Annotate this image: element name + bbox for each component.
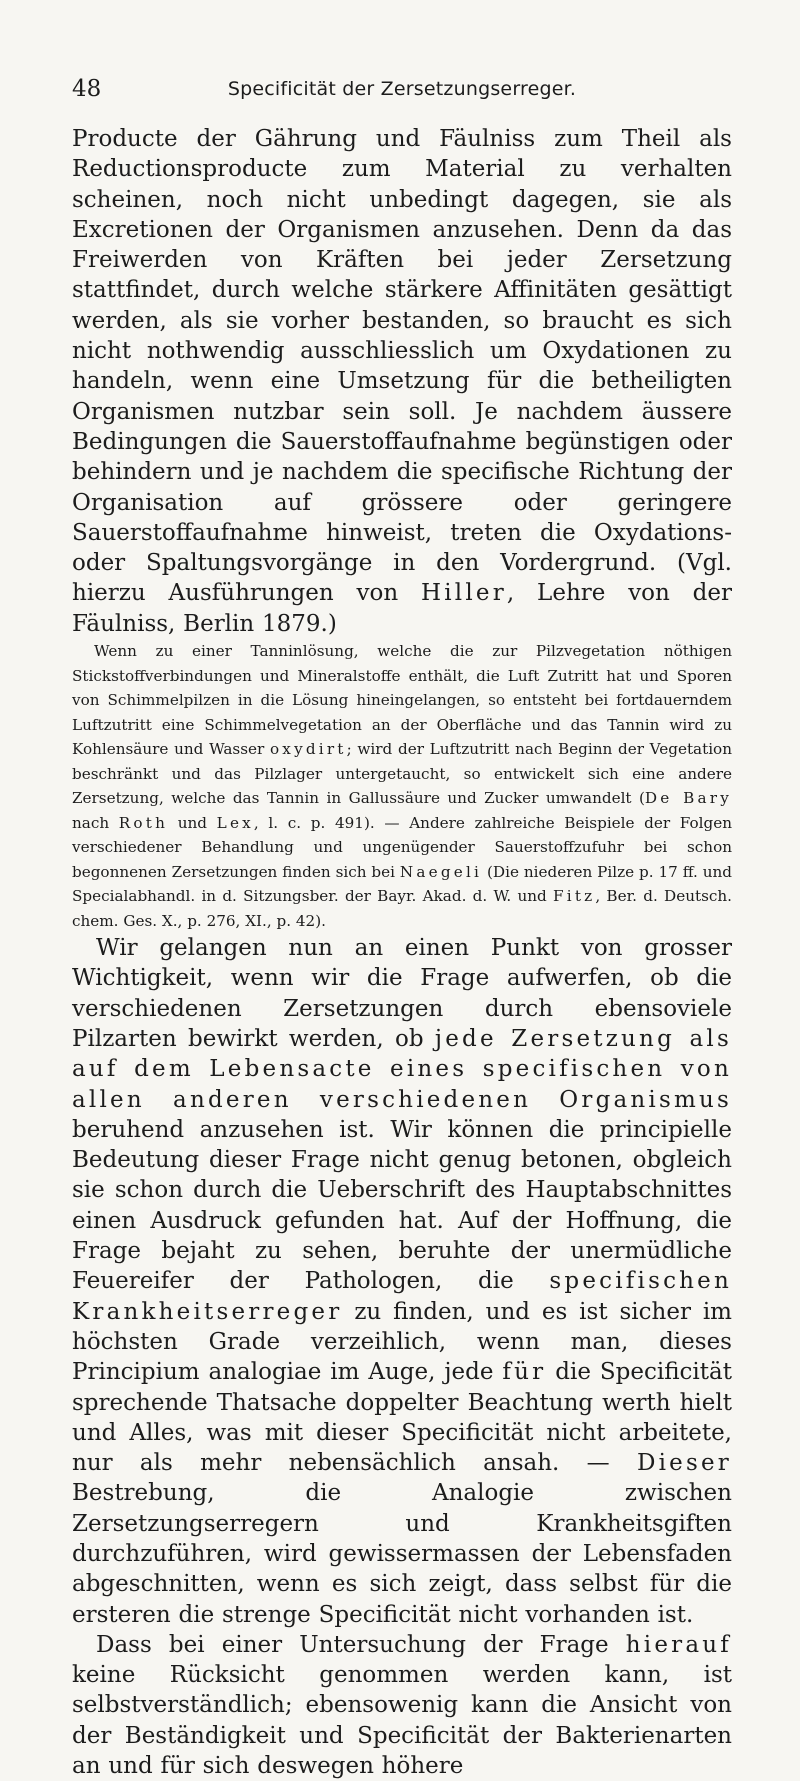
paragraph-text: Dass bei einer Untersuchung der Frage bbox=[96, 1631, 626, 1658]
paragraph-main-2 bbox=[72, 933, 732, 1630]
author-name: De Bary bbox=[644, 789, 732, 808]
paragraph-main-1 bbox=[72, 124, 732, 639]
author-name: Naegeli bbox=[399, 862, 483, 881]
paragraph-text: Wir gelangen nun an einen Punkt von grosser Wichtigkeit, wenn wir die Frage aufwerfen, ob die verschiedenen Zersetzungen durch ebensoviele Pilzarten bewirkt werden, ob bbox=[72, 935, 732, 1052]
note-text: , Ber. d. Deutsch. chem. Ges. X., p. 276, XI., p. 42). bbox=[72, 887, 732, 930]
emphasis-text: für bbox=[502, 1359, 547, 1386]
emphasis-text: Dieser bbox=[636, 1450, 732, 1477]
emphasis-text: specifischen Krankheitserreger bbox=[72, 1268, 732, 1325]
emphasis-text: hierauf bbox=[625, 1631, 732, 1658]
paragraph-text: , Lehre von der Fäulniss, Berlin 1879.) bbox=[72, 580, 732, 637]
note-text: , l. c. p. 491). — Andere zahlreiche Beispiele der Folgen verschiedener Behandlung und ungenügender Sauerstoffzufuhr bei schon begonnenen Zersetzungen finden sich bei bbox=[72, 813, 733, 881]
running-title: Specificität der Zersetzungserreger. bbox=[227, 78, 577, 100]
note-text: und bbox=[168, 813, 217, 832]
page-header bbox=[72, 76, 732, 110]
note-text: ; wird der Luftzutritt nach Beginn der Vegetation beschränkt und das Pilzlager untergetaucht, so entwickelt sich eine andere Zersetzung, welche das Tannin in Gallussäure und Zucker umwandelt ( bbox=[72, 740, 732, 808]
note-text: (Die niederen Pilze p. 17 ff. und Specialabhandl. in d. Sitzungsber. der Bayr. Akad. d. W. und bbox=[72, 862, 732, 906]
author-name: Roth bbox=[118, 813, 169, 832]
page-body bbox=[72, 124, 732, 1781]
paragraph-text: zu finden, und es ist sicher im höchsten Grade verzeihlich, wenn man, dieses Principium analogiae im Auge, jede bbox=[72, 1298, 732, 1386]
page-number: 48 bbox=[72, 76, 102, 102]
author-name: Fitz bbox=[553, 887, 596, 906]
emphasis-text: oxydirt bbox=[269, 740, 347, 759]
note-text: nach bbox=[72, 813, 119, 832]
author-name: Hiller bbox=[420, 580, 507, 607]
paragraph-text: Producte der Gährung und Fäulniss zum Theil als Reductionsproducte zum Material zu verhalten scheinen, noch nicht unbedingt dagegen, sie als Excretionen der Organismen anzusehen. Denn da das Freiwerden von Kräften bei jeder Zersetzung stattfindet, durch welche stärkere Affinitäten gesättigt werden, als sie vorher bestanden, so braucht es sich nicht nothwendig ausschliesslich um Oxydationen zu handeln, wenn eine Umsetzung für die betheiligten Organismen nutzbar sein soll. Je nachdem äussere Bedingungen die Sauerstoffaufnahme begünstigen oder behindern und je nachdem die specifische Richtung der Organisation auf grössere oder geringere Sauerstoffaufnahme hinweist, treten die Oxydations- oder Spaltungsvorgänge in den Vordergrund. (Vgl. hierzu Ausführungen von bbox=[72, 126, 732, 607]
paragraph-text: die Specificität sprechende Thatsache doppelter Beachtung werth hielt und Alles, was mit dieser Specificität nicht arbeitete, nur als mehr nebensächlich ansah. — bbox=[72, 1359, 732, 1477]
paragraph-main-3 bbox=[72, 1630, 732, 1781]
paragraph-text: beruhend anzusehen ist. Wir können die principielle Bedeutung dieser Frage nicht genug betonen, obgleich sie schon durch die Ueberschrift des Hauptabschnittes einen Ausdruck gefunden hat. Auf der Hoffnung, die Frage bejaht zu sehen, beruhte der unermüdliche Feuereifer der Pathologen, die bbox=[72, 1116, 732, 1295]
footnote-paragraph bbox=[72, 639, 732, 933]
paragraph-text: Bestrebung, die Analogie zwischen Zersetzungserregern und Krankheitsgiften durchzuführen, wird gewissermassen der Lebensfaden abgeschnitten, wenn es sich zeigt, dass selbst für die ersteren die strenge Specificität nicht vorhanden ist. bbox=[72, 1480, 732, 1628]
note-text: Wenn zu einer Tanninlösung, welche die zur Pilzvegetation nöthigen Stickstoffverbindungen und Mineralstoffe enthält, die Luft Zutritt hat und Sporen von Schimmelpilzen in die Lösung hineingelangen, so entsteht bei fortdauerndem Luftzutritt eine Schimmelvegetation an der Oberfläche und das Tannin wird zu Kohlensäure und Wasser bbox=[72, 642, 732, 759]
emphasis-text: jede Zersetzung als auf dem Lebensacte eines specifischen von allen anderen verschiedenen Organismus bbox=[72, 1025, 732, 1113]
paragraph-text: keine Rücksicht genommen werden kann, ist selbstverständlich; ebensowenig kann die Ansicht von der Beständigkeit und Specificität der Bakterienarten an und für sich deswegen höhere bbox=[72, 1662, 732, 1780]
author-name: Lex bbox=[216, 813, 254, 832]
